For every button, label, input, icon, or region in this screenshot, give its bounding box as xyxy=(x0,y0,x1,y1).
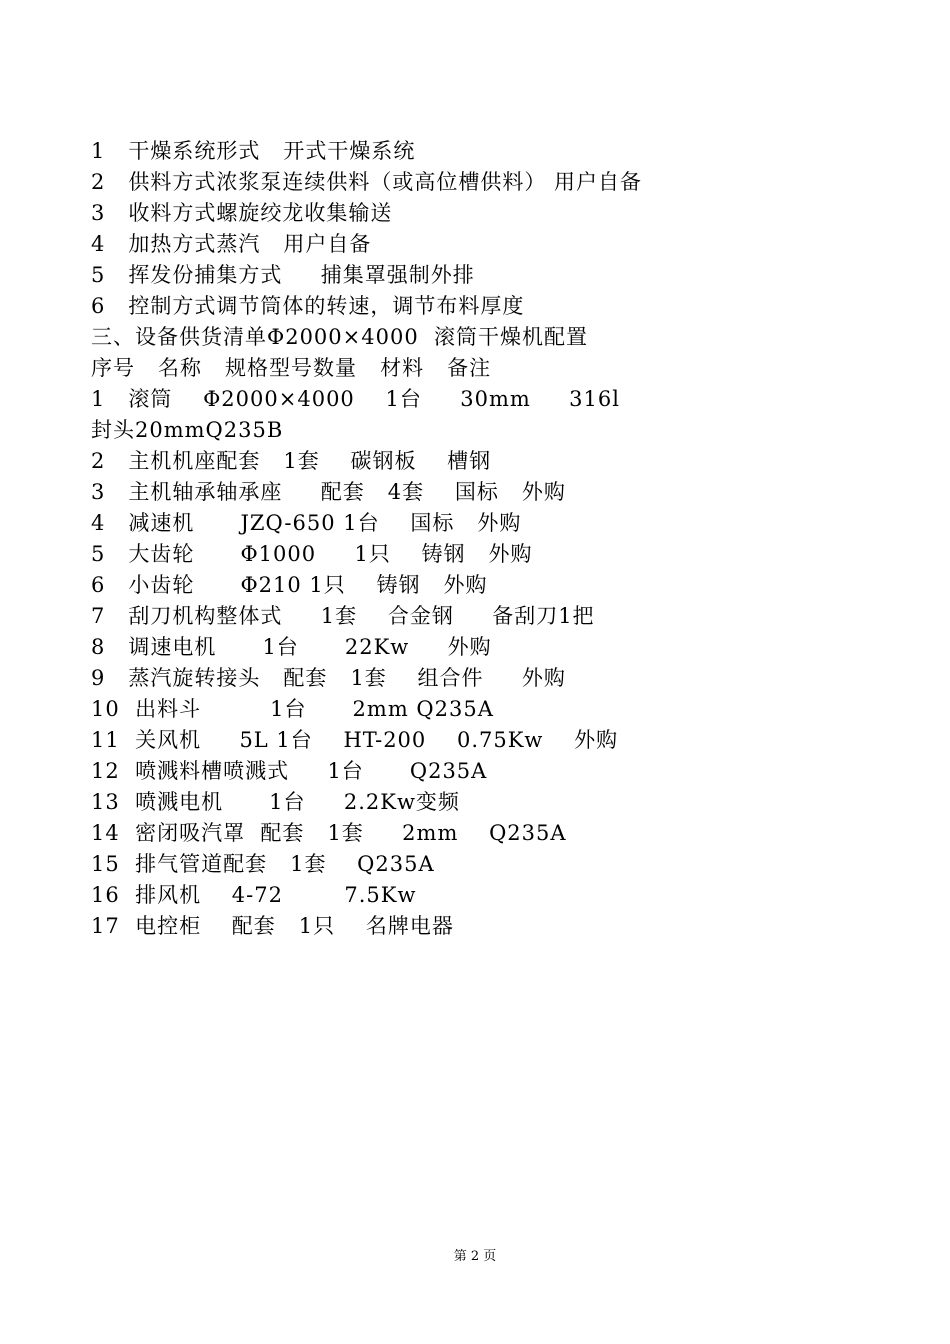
list-item: 5 大齿轮 Φ1000 1只 铸钢 外购 xyxy=(91,542,533,566)
spec-line-control-method: 6 控制方式调节筒体的转速，调节布料厚度 xyxy=(91,294,525,318)
list-item: 17 电控柜 配套 1只 名牌电器 xyxy=(91,914,454,938)
spec-line-heating-method: 4 加热方式蒸汽 用户自备 xyxy=(91,232,372,256)
list-item: 13 喷溅电机 1台 2.2Kw变频 xyxy=(91,790,460,814)
list-item: 3 主机轴承轴承座 配套 4套 国标 外购 xyxy=(91,480,566,504)
page-number: 第 2 页 xyxy=(453,1249,497,1264)
table-header-row: 序号 名称 规格型号数量 材料 备注 xyxy=(91,356,492,380)
list-item: 15 排气管道配套 1套 Q235A xyxy=(91,852,435,876)
list-item: 12 喷溅料槽喷溅式 1台 Q235A xyxy=(91,759,488,783)
spec-line-dryer-type: 1 干燥系统形式 开式干燥系统 xyxy=(91,139,416,163)
list-item: 14 密闭吸汽罩 配套 1套 2mm Q235A xyxy=(91,821,567,845)
list-item: 6 小齿轮 Φ210 1只 铸钢 外购 xyxy=(91,573,488,597)
list-item: 16 排风机 4-72 7.5Kw xyxy=(91,883,417,907)
spec-line-collection-method: 3 收料方式螺旋绞龙收集输送 xyxy=(91,201,393,225)
list-item: 7 刮刀机构整体式 1套 合金钢 备刮刀1把 xyxy=(91,604,595,628)
document-body xyxy=(91,136,891,942)
section-heading-supply-list: 三、设备供货清单Φ2000×4000 滚筒干燥机配置 xyxy=(91,325,589,349)
list-item: 9 蒸汽旋转接头 配套 1套 组合件 外购 xyxy=(91,666,566,690)
list-item-continuation: 封头20mmQ235B xyxy=(91,418,284,442)
list-item: 2 主机机座配套 1套 碳钢板 槽钢 xyxy=(91,449,492,473)
list-item: 11 关风机 5L 1台 HT-200 0.75Kw 外购 xyxy=(91,728,619,752)
list-item: 1 滚筒 Φ2000×4000 1台 30mm 316l xyxy=(91,387,620,411)
spec-line-volatile-capture: 5 挥发份捕集方式 捕集罩强制外排 xyxy=(91,263,475,287)
spec-line-feed-method: 2 供料方式浓浆泵连续供料（或高位槽供料） 用户自备 xyxy=(91,170,643,194)
list-item: 8 调速电机 1台 22Kw 外购 xyxy=(91,635,492,659)
list-item: 10 出料斗 1台 2mm Q235A xyxy=(91,697,494,721)
list-item: 4 减速机 JZQ-650 1台 国标 外购 xyxy=(91,511,522,535)
